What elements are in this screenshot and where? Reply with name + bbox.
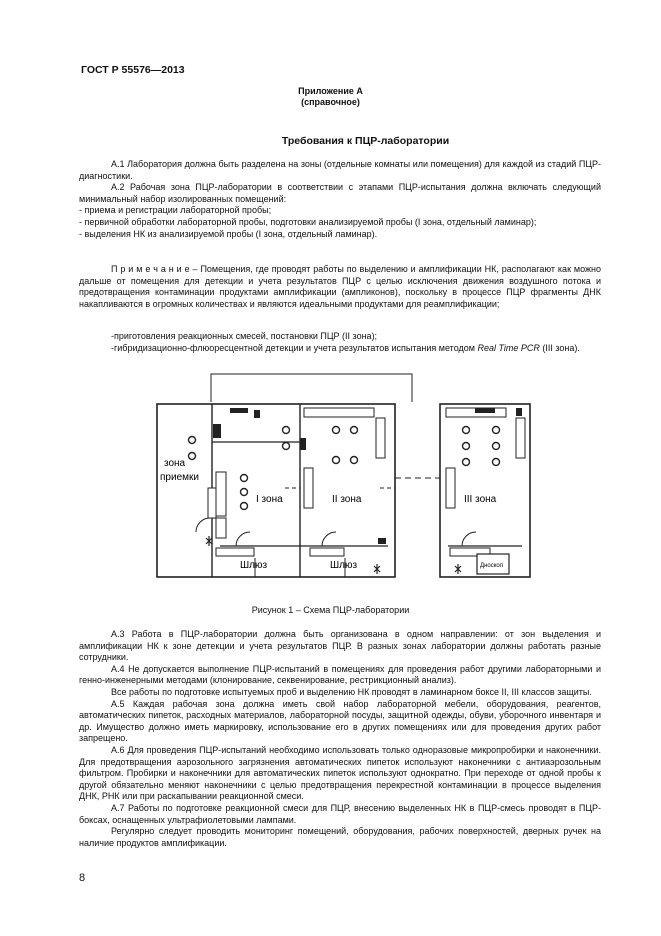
list-item: - первичной обработки лабораторной пробы, подготовки анализируемой пробы (I зона, отдельный ламинар); bbox=[79, 216, 537, 227]
lab-bench bbox=[304, 468, 313, 508]
note-label: П р и м е ч а н и е bbox=[111, 264, 190, 274]
label-reception-1: зона bbox=[164, 458, 186, 469]
lab-bench bbox=[216, 548, 254, 556]
page-number: 8 bbox=[79, 872, 86, 884]
lab-bench bbox=[446, 468, 455, 508]
requirements-block-bottom bbox=[79, 629, 601, 849]
vent-line bbox=[211, 374, 412, 402]
label-zone-1: I зона bbox=[256, 494, 283, 505]
label-airlock-1: Шлюз bbox=[240, 560, 268, 571]
requirements-block-top bbox=[79, 159, 601, 240]
label-zone-2: II зона bbox=[332, 494, 362, 505]
zone-list bbox=[79, 331, 601, 354]
method-name: Real Time PCR bbox=[477, 342, 540, 353]
note-text: – Помещения, где проводят работы по выделению и амплификации НК, располагают как можно дальше от помещения для детекции и учета результатов ПЦР с целью исключения движения воздушного потока и предотвращения контаминации продуктами амплификации (ампликонов), поскольку в процессе ПЦР фрагменты ДНК накапливаются в огромных количествах и являются идеальными продуктами для реамплификации; bbox=[79, 264, 602, 309]
annex-heading bbox=[0, 86, 661, 108]
lab-bench bbox=[516, 418, 525, 458]
paragraph-a5: А.5 Каждая рабочая зона должна иметь свой набор лабораторной мебели, оборудования, реагентов, автоматических пипеток, расходных материалов, лабораторной посуды, защитной одежды, обуви, уборочного инвентаря и др. Имущество должно иметь маркировку, использование его в других помещениях или для проведения других работ запрещено. bbox=[79, 698, 601, 744]
section-title: Требования к ПЦР-лаборатории bbox=[281, 135, 450, 147]
lab-bench bbox=[216, 518, 226, 538]
paragraph-a1: А.1 Лаборатория должна быть разделена на зоны (отдельные комнаты или помещения) для каждой из стадий ПЦР-диагностики. bbox=[79, 159, 601, 181]
plant-icon bbox=[206, 536, 212, 546]
plant-icon bbox=[374, 564, 380, 574]
paragraph-a4b: Все работы по подготовке испытуемых проб и выделению НК проводят в ламинарном боксе II, III классов защиты. bbox=[111, 686, 592, 697]
list-item: -приготовления реакционных смесей, постановки ПЦР (II зона); bbox=[111, 331, 378, 341]
list-item: - приема и регистрации лабораторной пробы; bbox=[79, 205, 272, 216]
list-item: - выделения НК из анализируемой пробы (I зона, отдельный ламинар). bbox=[79, 228, 378, 239]
lab-bench bbox=[304, 408, 374, 417]
paragraph-a6: А.6 Для проведения ПЦР-испытаний необходимо использовать только одноразовые микропробирки и наконечники. Для предотвращения аэрозольного загрязнения автоматических пипеток используют наконечники с антиаэрозольным фильтром. Пробирки и наконечники для автоматических пипеток используют однократно. При переходе от одной пробы к другой обязательно меняют наконечники с целью предотвращения перекрестной контаминации в процессе выделения ДНК, РНК или при раскапывании реакционной смеси. bbox=[79, 744, 601, 802]
label-reception-2: приемки bbox=[160, 472, 199, 483]
building-left-wall bbox=[157, 404, 395, 577]
annex-title: Приложение А bbox=[298, 86, 363, 96]
paragraph-a4: А.4 Не допускается выполнение ПЦР-испытаний в помещениях для проведения работ другими лабораторными и генно-инженерными методами (клонирование, секвенирование, рестрикционный анализ). bbox=[79, 663, 601, 686]
label-device: Дноскоп bbox=[480, 563, 503, 569]
label-airlock-2: Шлюз bbox=[330, 560, 358, 571]
paragraph-a8: Регулярно следует проводить мониторинг помещений, оборудования, рабочих поверхностей, дверных ручек на наличие продуктов амплификации. bbox=[79, 826, 601, 848]
lab-floor-plan bbox=[150, 368, 540, 600]
paragraph-a3: А.3 Работа в ПЦР-лаборатории должна быть организована в одном направлении: от зон выделения и амплификации НК к зоне детекции и учета результатов ПЦР. В разных зонах лаборатории должны работать разные сотрудники. bbox=[79, 629, 601, 663]
paragraph-a2: А.2 Рабочая зона ПЦР-лаборатории в соответствии с этапами ПЦР-испытания должна включать следующий минимальный набор изолированных помещений: bbox=[79, 182, 601, 204]
note-paragraph bbox=[79, 264, 601, 310]
list-item: -гибридизационно-флюоресцентной детекции и учета результатов испытания методом Real Time PCR (III зона). bbox=[111, 342, 580, 353]
lab-bench bbox=[376, 418, 385, 458]
figure-caption: Рисунок 1 – Схема ПЦР-лаборатории bbox=[251, 605, 410, 615]
lab-bench bbox=[310, 548, 344, 556]
label-zone-3: III зона bbox=[464, 494, 497, 505]
standard-header: ГОСТ Р 55576—2013 bbox=[81, 64, 185, 76]
annex-type: (справочное) bbox=[301, 97, 360, 107]
plant-icon bbox=[455, 564, 461, 574]
lab-bench bbox=[216, 472, 226, 516]
reception-desk bbox=[208, 488, 216, 518]
paragraph-a7: А.7 Работы по подготовке реакционной смеси для ПЦР, внесению выделенных НК в ПЦР-смесь проводят в ПЦР-боксах, оснащенных ультрафиолетовыми лампами. bbox=[79, 802, 601, 825]
